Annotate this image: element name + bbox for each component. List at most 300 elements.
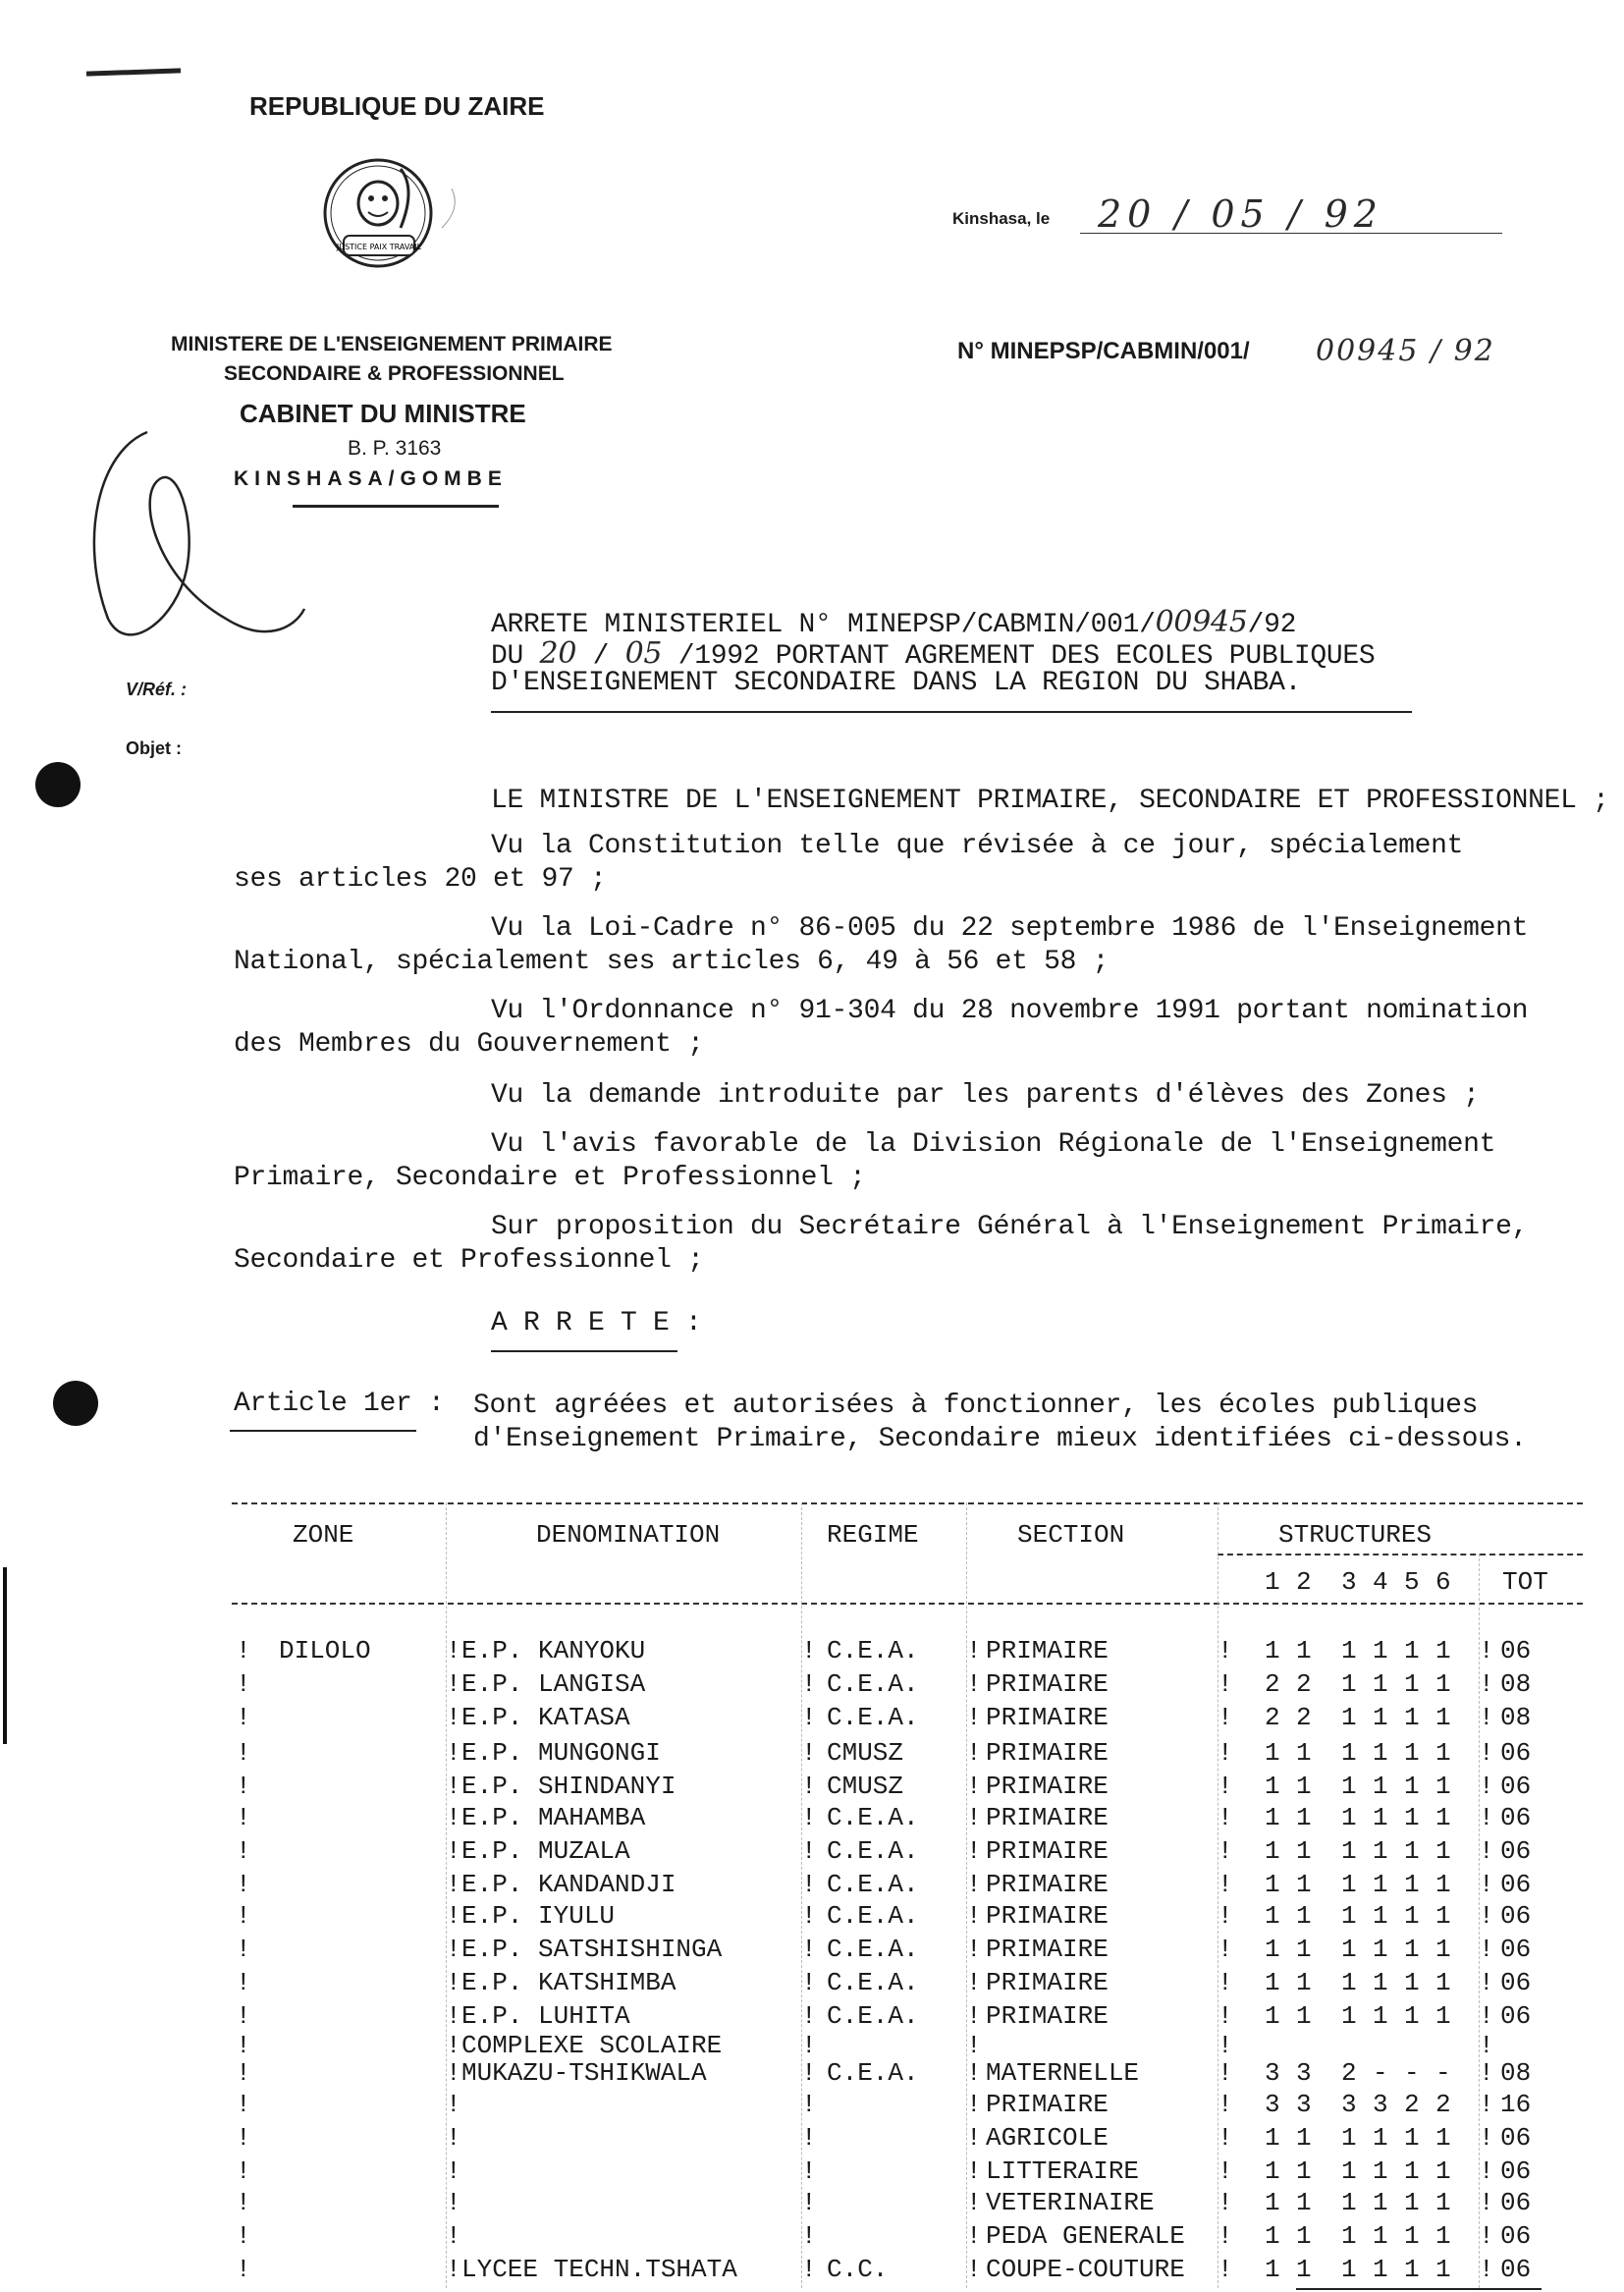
- row-separator-mark: !: [446, 1803, 461, 1832]
- row-class-6: 1: [1435, 1772, 1451, 1801]
- row-separator-mark: !: [966, 1870, 982, 1899]
- row-separator-mark: !: [1479, 1870, 1494, 1899]
- row-separator-mark: !: [236, 2255, 251, 2284]
- arrete-heading: A R R E T E :: [491, 1308, 702, 1338]
- reference-label: N° MINEPSP/CABMIN/001/: [957, 338, 1250, 364]
- row-separator-mark: !: [446, 1636, 461, 1665]
- row-separator-mark: !: [801, 1870, 817, 1899]
- row-class-3: 1: [1341, 1935, 1357, 1964]
- row-separator-mark: !: [801, 1836, 817, 1866]
- article-1-line-1: Sont agréées et autorisées à fonctionner, les écoles publiques: [473, 1391, 1479, 1421]
- subject-line-2-prefix: DU: [491, 641, 524, 672]
- svg-text:JUSTICE PAIX TRAVAIL: JUSTICE PAIX TRAVAIL: [336, 243, 422, 251]
- row-total: 06: [1500, 2188, 1532, 2217]
- row-class-3: 1: [1341, 2156, 1357, 2186]
- row-class-6: -: [1435, 2058, 1451, 2088]
- row-class-3: 2: [1341, 2058, 1357, 2088]
- row-class-5: 1: [1404, 1803, 1420, 1832]
- row-total: 06: [1500, 1803, 1532, 1832]
- row-class-1: 1: [1265, 2123, 1280, 2153]
- row-separator-mark: !: [236, 2001, 251, 2031]
- row-separator-mark: !: [1218, 1901, 1233, 1931]
- header-class-1: 1: [1265, 1567, 1280, 1597]
- row-separator-mark: !: [801, 2001, 817, 2031]
- row-separator-mark: !: [1479, 1738, 1494, 1768]
- date-label: Kinshasa, le: [952, 209, 1051, 228]
- row-separator-mark: !: [446, 1870, 461, 1899]
- decree-number-handwritten: 00945: [1155, 605, 1248, 639]
- row-separator-mark: !: [1218, 1935, 1233, 1964]
- row-regime: C.E.A.: [827, 1968, 919, 1997]
- row-separator-mark: !: [966, 1968, 982, 1997]
- row-separator-mark: !: [1479, 1803, 1494, 1832]
- row-separator-mark: !: [236, 2156, 251, 2186]
- row-class-3: 1: [1341, 2255, 1357, 2284]
- row-class-1: 1: [1265, 1935, 1280, 1964]
- row-denomination: E.P. SHINDANYI: [461, 1772, 677, 1801]
- row-separator-mark: !: [1218, 2188, 1233, 2217]
- row-class-1: 1: [1265, 1870, 1280, 1899]
- row-class-2: 1: [1296, 1803, 1312, 1832]
- preamble-line-7: des Membres du Gouvernement ;: [234, 1029, 704, 1060]
- row-separator-mark: !: [966, 2255, 982, 2284]
- date-value: 20 / 05 / 92: [1098, 192, 1383, 236]
- row-class-4: 1: [1373, 2188, 1388, 2217]
- header-section: SECTION: [1017, 1520, 1125, 1550]
- your-reference-label: V/Réf. :: [126, 680, 188, 699]
- row-separator-mark: !: [966, 1901, 982, 1931]
- row-total: 06: [1500, 2123, 1532, 2153]
- row-denomination: E.P. MAHAMBA: [461, 1803, 646, 1832]
- row-separator-mark: !: [966, 2001, 982, 2031]
- row-separator-mark: !: [236, 1968, 251, 1997]
- row-total: 06: [1500, 2156, 1532, 2186]
- preamble-line-11: Sur proposition du Secrétaire Général à l'Enseignement Primaire,: [491, 1212, 1529, 1242]
- subject-line-2: DU 20 / 05 /1992 PORTANT AGREMENT DES ECOLES PUBLIQUES: [491, 636, 1376, 672]
- row-section: MATERNELLE: [986, 2058, 1140, 2088]
- row-class-1: 1: [1265, 1738, 1280, 1768]
- row-separator-mark: !: [446, 2123, 461, 2153]
- row-section: PRIMAIRE: [986, 1968, 1109, 1997]
- row-separator-mark: !: [236, 1703, 251, 1732]
- table-top-border: [232, 1502, 1583, 1504]
- row-separator-mark: !: [236, 1901, 251, 1931]
- row-class-3: 1: [1341, 1703, 1357, 1732]
- row-section: LITTERAIRE: [986, 2156, 1140, 2186]
- row-denomination: LYCEE TECHN.TSHATA: [461, 2255, 737, 2284]
- row-section: PRIMAIRE: [986, 1669, 1109, 1699]
- row-regime: C.E.A.: [827, 2058, 919, 2088]
- subject-line-1: [491, 605, 1296, 640]
- row-section: PRIMAIRE: [986, 1803, 1109, 1832]
- subject-label: Objet :: [126, 738, 182, 758]
- row-total: 08: [1500, 1703, 1532, 1732]
- row-class-4: 1: [1373, 1935, 1388, 1964]
- row-class-2: 3: [1296, 2090, 1312, 2119]
- row-separator-mark: !: [966, 1636, 982, 1665]
- row-class-3: 1: [1341, 1968, 1357, 1997]
- subject-underline: [491, 711, 1412, 713]
- row-class-3: 1: [1341, 1738, 1357, 1768]
- row-separator-mark: !: [801, 1901, 817, 1931]
- row-separator-mark: !: [1218, 1836, 1233, 1866]
- preamble-line-10: Primaire, Secondaire et Professionnel ;: [234, 1163, 866, 1193]
- handwritten-signature: [79, 422, 314, 658]
- row-separator-mark: !: [801, 2058, 817, 2088]
- subject-line-1-prefix: ARRETE MINISTERIEL N° MINEPSP/CABMIN/001/: [491, 610, 1156, 640]
- republic-header: REPUBLIQUE DU ZAIRE: [249, 91, 545, 121]
- row-regime: C.E.A.: [827, 1836, 919, 1866]
- row-separator-mark: !: [801, 2188, 817, 2217]
- row-total: 06: [1500, 1870, 1532, 1899]
- row-total: 16: [1500, 2090, 1532, 2119]
- row-separator-mark: !: [966, 2188, 982, 2217]
- row-class-3: 1: [1341, 1803, 1357, 1832]
- row-separator-mark: !: [446, 1901, 461, 1931]
- row-regime: C.E.A.: [827, 1803, 919, 1832]
- row-class-4: 1: [1373, 1901, 1388, 1931]
- postal-box: B. P. 3163: [348, 437, 442, 460]
- ministry-line-1: MINISTERE DE L'ENSEIGNEMENT PRIMAIRE: [171, 333, 613, 355]
- row-separator-mark: !: [236, 1935, 251, 1964]
- city-underline: [293, 505, 499, 508]
- row-separator-mark: !: [1218, 2255, 1233, 2284]
- row-section: PRIMAIRE: [986, 1901, 1109, 1931]
- row-separator-mark: !: [1479, 2221, 1494, 2251]
- row-separator-mark: !: [801, 2123, 817, 2153]
- row-separator-mark: !: [446, 1935, 461, 1964]
- row-total: 08: [1500, 1669, 1532, 1699]
- row-class-3: 1: [1341, 2123, 1357, 2153]
- preamble-line-4: Vu la Loi-Cadre n° 86-005 du 22 septembre 1986 de l'Enseignement: [491, 913, 1529, 944]
- row-class-1: 1: [1265, 1803, 1280, 1832]
- row-separator-mark: !: [236, 2090, 251, 2119]
- row-separator-mark: !: [801, 1935, 817, 1964]
- row-separator-mark: !: [801, 1968, 817, 1997]
- row-total: 08: [1500, 2058, 1532, 2088]
- row-section: PRIMAIRE: [986, 2001, 1109, 2031]
- row-class-4: 1: [1373, 1738, 1388, 1768]
- row-class-4: 1: [1373, 2001, 1388, 2031]
- row-separator-mark: !: [966, 2123, 982, 2153]
- header-class-2: 2: [1296, 1567, 1312, 1597]
- row-separator-mark: !: [1218, 2001, 1233, 2031]
- row-class-3: 1: [1341, 2221, 1357, 2251]
- row-section: PRIMAIRE: [986, 1772, 1109, 1801]
- row-separator-mark: !: [966, 2156, 982, 2186]
- row-separator-mark: !: [1479, 2188, 1494, 2217]
- row-denomination: E.P. MUZALA: [461, 1836, 630, 1866]
- row-denomination: E.P. LANGISA: [461, 1669, 646, 1699]
- row-separator-mark: !: [1218, 1636, 1233, 1665]
- row-class-5: 2: [1404, 2090, 1420, 2119]
- row-class-2: 1: [1296, 1935, 1312, 1964]
- row-class-3: 1: [1341, 1870, 1357, 1899]
- row-class-2: 2: [1296, 1703, 1312, 1732]
- row-class-6: 1: [1435, 1870, 1451, 1899]
- row-separator-mark: !: [1218, 2221, 1233, 2251]
- row-total: 06: [1500, 1636, 1532, 1665]
- row-separator-mark: !: [236, 2123, 251, 2153]
- row-separator-mark: !: [801, 1703, 817, 1732]
- row-class-2: 2: [1296, 1669, 1312, 1699]
- city-line: KINSHASA/GOMBE: [234, 467, 508, 490]
- row-class-4: 1: [1373, 1636, 1388, 1665]
- row-class-4: 1: [1373, 1968, 1388, 1997]
- row-total: 06: [1500, 1968, 1532, 1997]
- row-class-5: 1: [1404, 1968, 1420, 1997]
- header-structures: STRUCTURES: [1278, 1520, 1433, 1550]
- row-regime: C.E.A.: [827, 1870, 919, 1899]
- row-class-6: 1: [1435, 1901, 1451, 1931]
- subject-line-1-suffix: /92: [1247, 610, 1297, 640]
- row-class-5: 1: [1404, 1636, 1420, 1665]
- row-section: PRIMAIRE: [986, 1870, 1109, 1899]
- row-class-5: 1: [1404, 1669, 1420, 1699]
- row-regime: C.E.A.: [827, 1703, 919, 1732]
- row-separator-mark: !: [966, 1703, 982, 1732]
- row-separator-mark: !: [446, 1738, 461, 1768]
- row-class-1: 1: [1265, 2156, 1280, 2186]
- row-class-5: 1: [1404, 1738, 1420, 1768]
- preamble-line-2: Vu la Constitution telle que révisée à ce jour, spécialement: [491, 831, 1464, 861]
- row-separator-mark: !: [1218, 2058, 1233, 2088]
- row-separator-mark: !: [1218, 1738, 1233, 1768]
- row-regime: CMUSZ: [827, 1738, 904, 1768]
- preamble-line-6: Vu l'Ordonnance n° 91-304 du 28 novembre 1991 portant nomination: [491, 996, 1529, 1026]
- row-section: AGRICOLE: [986, 2123, 1109, 2153]
- row-class-1: 1: [1265, 2221, 1280, 2251]
- cabinet-title: CABINET DU MINISTRE: [240, 399, 526, 428]
- row-separator-mark: !: [1218, 1803, 1233, 1832]
- row-separator-mark: !: [1218, 2090, 1233, 2119]
- row-section: PRIMAIRE: [986, 1636, 1109, 1665]
- row-section: PEDA GENERALE: [986, 2221, 1185, 2251]
- row-separator-mark: !: [446, 1772, 461, 1801]
- row-regime: C.E.A.: [827, 1669, 919, 1699]
- reference-value: 00945 / 92: [1316, 334, 1495, 368]
- row-separator-mark: !: [236, 1772, 251, 1801]
- row-class-5: 1: [1404, 1703, 1420, 1732]
- row-regime: C.E.A.: [827, 1935, 919, 1964]
- row-separator-mark: !: [966, 1935, 982, 1964]
- row-class-5: 1: [1404, 2255, 1420, 2284]
- row-separator-mark: !: [801, 2031, 817, 2060]
- row-separator-mark: !: [1218, 2031, 1233, 2060]
- row-total: 06: [1500, 1738, 1532, 1768]
- row-separator-mark: !: [236, 1870, 251, 1899]
- row-separator-mark: !: [1479, 1968, 1494, 1997]
- punch-hole-1: [35, 762, 81, 807]
- row-regime: C.E.A.: [827, 1636, 919, 1665]
- row-regime: CMUSZ: [827, 1772, 904, 1801]
- row-class-6: 1: [1435, 1803, 1451, 1832]
- row-separator-mark: !: [1479, 1901, 1494, 1931]
- row-class-3: 1: [1341, 1636, 1357, 1665]
- row-separator-mark: !: [236, 1636, 251, 1665]
- subject-line-3: D'ENSEIGNEMENT SECONDAIRE DANS LA REGION DU SHABA.: [491, 668, 1302, 698]
- row-class-6: 1: [1435, 2188, 1451, 2217]
- date-underline: [1080, 233, 1502, 234]
- row-denomination: E.P. MUNGONGI: [461, 1738, 661, 1768]
- row-class-4: 1: [1373, 1703, 1388, 1732]
- row-separator-mark: !: [1479, 1636, 1494, 1665]
- row-class-2: 1: [1296, 2001, 1312, 2031]
- row-section: PRIMAIRE: [986, 1935, 1109, 1964]
- row-denomination: E.P. IYULU: [461, 1901, 616, 1931]
- row-class-2: 1: [1296, 2156, 1312, 2186]
- row-class-5: -: [1404, 2058, 1420, 2088]
- row-class-3: 1: [1341, 1836, 1357, 1866]
- row-separator-mark: !: [446, 2221, 461, 2251]
- row-separator-mark: !: [236, 1669, 251, 1699]
- row-separator-mark: !: [801, 2090, 817, 2119]
- row-separator-mark: !: [1479, 1836, 1494, 1866]
- row-separator-mark: !: [966, 1669, 982, 1699]
- ministry-line-2: SECONDAIRE & PROFESSIONNEL: [224, 362, 565, 385]
- row-class-1: 1: [1265, 1636, 1280, 1665]
- row-regime: C.E.A.: [827, 2001, 919, 2031]
- row-denomination: MUKAZU-TSHIKWALA: [461, 2058, 707, 2088]
- row-separator-mark: !: [1479, 1669, 1494, 1699]
- row-class-5: 1: [1404, 1836, 1420, 1866]
- article-1-line-2: d'Enseignement Primaire, Secondaire mieux identifiées ci-dessous.: [473, 1424, 1527, 1454]
- row-separator-mark: !: [446, 1968, 461, 1997]
- row-separator-mark: !: [446, 2188, 461, 2217]
- row-regime: C.E.A.: [827, 1901, 919, 1931]
- header-zone: ZONE: [293, 1520, 354, 1550]
- row-class-2: 1: [1296, 1836, 1312, 1866]
- row-separator-mark: !: [446, 2058, 461, 2088]
- row-separator-mark: !: [446, 2090, 461, 2119]
- row-separator-mark: !: [446, 2255, 461, 2284]
- row-separator-mark: !: [966, 2058, 982, 2088]
- row-class-2: 1: [1296, 2188, 1312, 2217]
- row-class-4: 1: [1373, 1669, 1388, 1699]
- row-separator-mark: !: [801, 2221, 817, 2251]
- row-total: 06: [1500, 2001, 1532, 2031]
- article-1-label: Article 1er :: [234, 1389, 445, 1419]
- row-separator-mark: !: [801, 1738, 817, 1768]
- row-class-6: 2: [1435, 2090, 1451, 2119]
- row-denomination: COMPLEXE SCOLAIRE: [461, 2031, 723, 2060]
- preamble-line-3: ses articles 20 et 97 ;: [234, 864, 607, 895]
- row-class-2: 1: [1296, 2221, 1312, 2251]
- row-class-2: 1: [1296, 1901, 1312, 1931]
- row-separator-mark: !: [801, 2156, 817, 2186]
- row-class-1: 3: [1265, 2058, 1280, 2088]
- row-class-5: 1: [1404, 2221, 1420, 2251]
- row-denomination: E.P. KANDANDJI: [461, 1870, 677, 1899]
- row-separator-mark: !: [966, 2031, 982, 2060]
- row-separator-mark: !: [1218, 1772, 1233, 1801]
- row-denomination: E.P. SATSHISHINGA: [461, 1935, 723, 1964]
- header-regime: REGIME: [827, 1520, 919, 1550]
- row-separator-mark: !: [236, 1803, 251, 1832]
- row-separator-mark: !: [1479, 2156, 1494, 2186]
- row-total: 06: [1500, 2255, 1532, 2284]
- row-section: PRIMAIRE: [986, 2090, 1109, 2119]
- row-class-5: 1: [1404, 1870, 1420, 1899]
- row-separator-mark: !: [236, 2031, 251, 2060]
- row-total: 06: [1500, 1836, 1532, 1866]
- row-class-4: 1: [1373, 2156, 1388, 2186]
- row-section: COUPE-COUTURE: [986, 2255, 1185, 2284]
- row-separator-mark: !: [801, 1803, 817, 1832]
- row-total: 06: [1500, 1772, 1532, 1801]
- row-total: 06: [1500, 1901, 1532, 1931]
- row-separator-mark: !: [966, 2221, 982, 2251]
- row-zone: DILOLO: [279, 1636, 371, 1665]
- row-class-1: 3: [1265, 2090, 1280, 2119]
- row-separator-mark: !: [446, 1669, 461, 1699]
- subject-line-2-suffix: /1992 PORTANT AGREMENT DES ECOLES PUBLIQUES: [677, 641, 1376, 672]
- row-separator-mark: !: [966, 1772, 982, 1801]
- row-class-2: 1: [1296, 2123, 1312, 2153]
- preamble-line-1: LE MINISTRE DE L'ENSEIGNEMENT PRIMAIRE, SECONDAIRE ET PROFESSIONNEL ;: [491, 786, 1609, 816]
- row-separator-mark: !: [1479, 2058, 1494, 2088]
- row-class-1: 1: [1265, 1836, 1280, 1866]
- row-regime: C.C.: [827, 2255, 889, 2284]
- row-class-2: 3: [1296, 2058, 1312, 2088]
- header-class-5: 5: [1404, 1567, 1420, 1597]
- row-separator-mark: !: [801, 2255, 817, 2284]
- row-separator-mark: !: [1218, 1870, 1233, 1899]
- row-separator-mark: !: [1479, 2090, 1494, 2119]
- row-separator-mark: !: [801, 1669, 817, 1699]
- row-separator-mark: !: [446, 2031, 461, 2060]
- header-denomination: DENOMINATION: [536, 1520, 721, 1550]
- row-class-5: 1: [1404, 2123, 1420, 2153]
- row-separator-mark: !: [1218, 2156, 1233, 2186]
- row-class-6: 1: [1435, 1738, 1451, 1768]
- row-class-6: 1: [1435, 1636, 1451, 1665]
- row-class-6: 1: [1435, 2001, 1451, 2031]
- row-class-3: 1: [1341, 1669, 1357, 1699]
- row-separator-mark: !: [1479, 2123, 1494, 2153]
- row-separator-mark: !: [1479, 2255, 1494, 2284]
- preamble-line-8: Vu la demande introduite par les parents d'élèves des Zones ;: [491, 1080, 1480, 1111]
- row-class-6: 1: [1435, 2123, 1451, 2153]
- row-class-2: 1: [1296, 1636, 1312, 1665]
- row-separator-mark: !: [1479, 1703, 1494, 1732]
- row-separator-mark: !: [236, 2221, 251, 2251]
- row-denomination: E.P. KATASA: [461, 1703, 630, 1732]
- row-class-6: 1: [1435, 1703, 1451, 1732]
- preamble-line-9: Vu l'avis favorable de la Division Régionale de l'Enseignement: [491, 1129, 1496, 1160]
- row-total: 06: [1500, 2221, 1532, 2251]
- row-class-2: 1: [1296, 1738, 1312, 1768]
- row-separator-mark: !: [1479, 2031, 1494, 2060]
- decree-day-handwritten: 20: [539, 636, 577, 671]
- row-separator-mark: !: [446, 2001, 461, 2031]
- row-class-6: 1: [1435, 2221, 1451, 2251]
- row-denomination: E.P. LUHITA: [461, 2001, 630, 2031]
- row-separator-mark: !: [801, 1636, 817, 1665]
- row-separator-mark: !: [446, 1703, 461, 1732]
- punch-hole-2: [53, 1381, 98, 1426]
- preamble-line-12: Secondaire et Professionnel ;: [234, 1245, 704, 1276]
- top-left-mark: [86, 68, 181, 76]
- row-class-3: 1: [1341, 2001, 1357, 2031]
- row-class-6: 1: [1435, 1935, 1451, 1964]
- header-class-3: 3: [1341, 1567, 1357, 1597]
- row-class-1: 1: [1265, 1901, 1280, 1931]
- row-class-5: 1: [1404, 2156, 1420, 2186]
- row-separator-mark: !: [236, 2188, 251, 2217]
- row-separator-mark: !: [966, 1836, 982, 1866]
- row-separator-mark: !: [236, 2058, 251, 2088]
